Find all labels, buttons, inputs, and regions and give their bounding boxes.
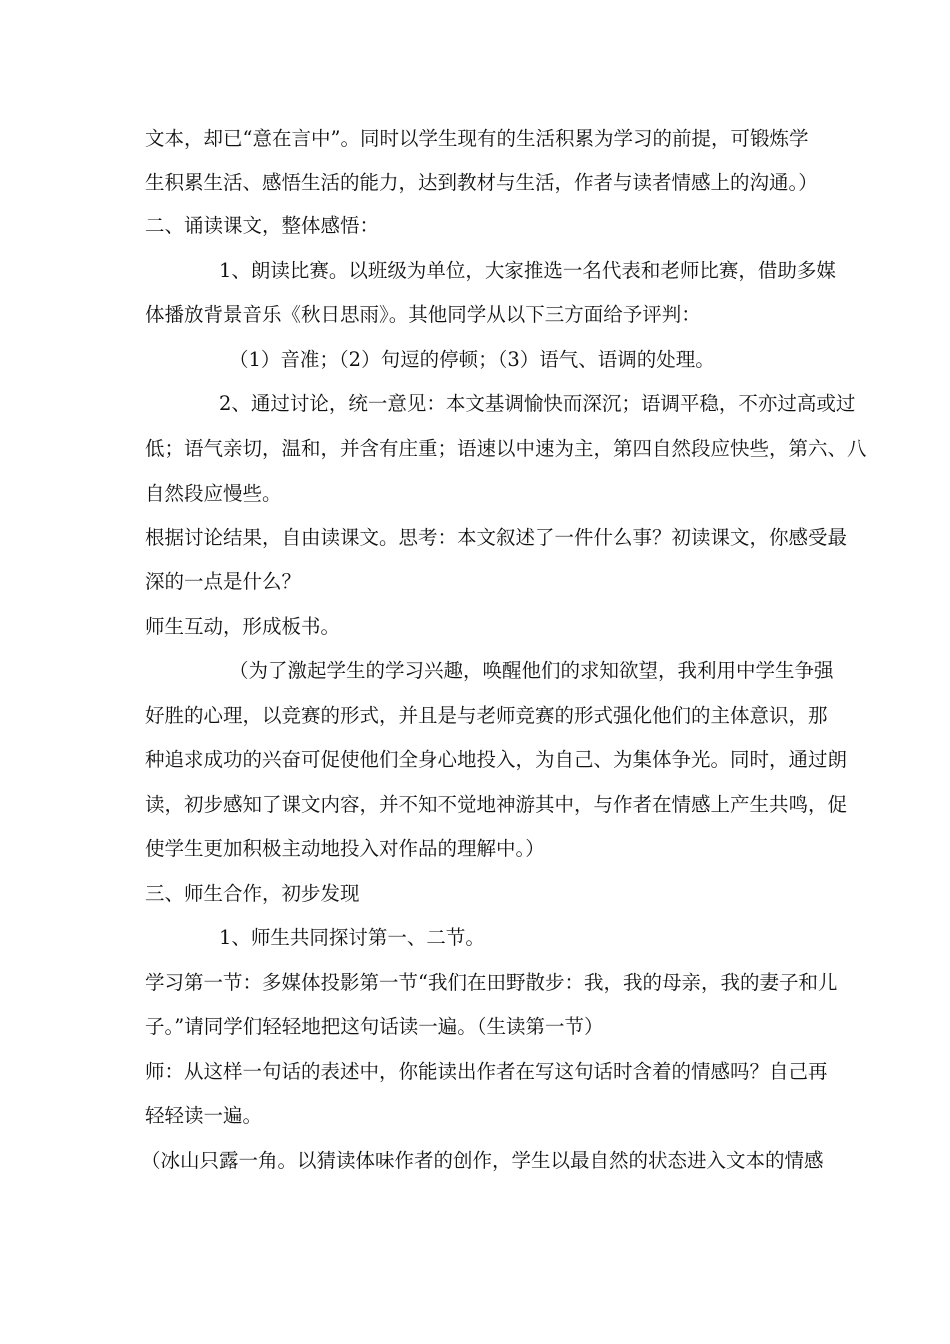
paragraph-line: 种追求成功的兴奋可促使他们全身心地投入，为自己、为集体争光。同时，通过朗 xyxy=(145,748,848,771)
paragraph-line: 自然段应慢些。 xyxy=(145,482,282,505)
paragraph-line: 文本，却已“意在言中”。同时以学生现有的生活积累为学习的前提，可锻炼学 xyxy=(145,127,809,150)
paragraph-line: 生积累生活、感悟生活的能力，达到教材与生活，作者与读者情感上的沟通。） xyxy=(145,171,818,194)
paragraph-line: 使学生更加积极主动地投入对作品的理解中。） xyxy=(145,837,545,860)
paragraph-line: 学习第一节：多媒体投影第一节“我们在田野散步：我，我的母亲，我的妻子和儿 xyxy=(145,971,838,994)
paragraph-line: 师：从这样一句话的表述中，你能读出作者在写这句话时含着的情感吗？自己再 xyxy=(145,1060,828,1083)
paragraph-line: 读，初步感知了课文内容，并不知不觉地神游其中，与作者在情感上产生共鸣，促 xyxy=(145,793,848,816)
paragraph-line: 1、师生共同探讨第一、二节。 xyxy=(219,926,485,949)
paragraph-line: （冰山只露一角。以猜读体味作者的创作，学生以最自然的状态进入文本的情感 xyxy=(141,1149,824,1172)
paragraph-line: 体播放背景音乐《秋日思雨》。其他同学从以下三方面给予评判： xyxy=(145,303,701,326)
section-heading: 三、师生合作，初步发现 xyxy=(145,882,360,905)
paragraph-line: 轻轻读一遍。 xyxy=(145,1104,263,1127)
paragraph-line: 子。”请同学们轻轻地把这句话读一遍。（生读第一节） xyxy=(145,1015,604,1038)
paragraph-line: 低；语气亲切，温和，并含有庄重；语速以中速为主，第四自然段应快些，第六、八 xyxy=(145,437,867,460)
paragraph-line: 根据讨论结果，自由读课文。思考：本文叙述了一件什么事？初读课文，你感受最 xyxy=(145,526,848,549)
paragraph-line: 1、朗读比赛。以班级为单位，大家推选一名代表和老师比赛，借助多媒 xyxy=(219,259,836,282)
paragraph-line: 师生互动，形成板书。 xyxy=(145,615,341,638)
paragraph-line: 好胜的心理，以竞赛的形式，并且是与老师竞赛的形式强化他们的主体意识，那 xyxy=(145,704,828,727)
paragraph-line: （为了激起学生的学习兴趣，唤醒他们的求知欲望，我利用中学生争强 xyxy=(229,659,834,682)
paragraph-line: 2、通过讨论，统一意见：本文基调愉快而深沉；语调平稳，不亦过高或过 xyxy=(219,392,856,415)
paragraph-line: 深的一点是什么？ xyxy=(145,570,302,593)
paragraph-line: （1）音准；（2）句逗的停顿；（3）语气、语调的处理。 xyxy=(229,348,715,371)
section-heading: 二、诵读课文，整体感悟： xyxy=(145,214,380,237)
